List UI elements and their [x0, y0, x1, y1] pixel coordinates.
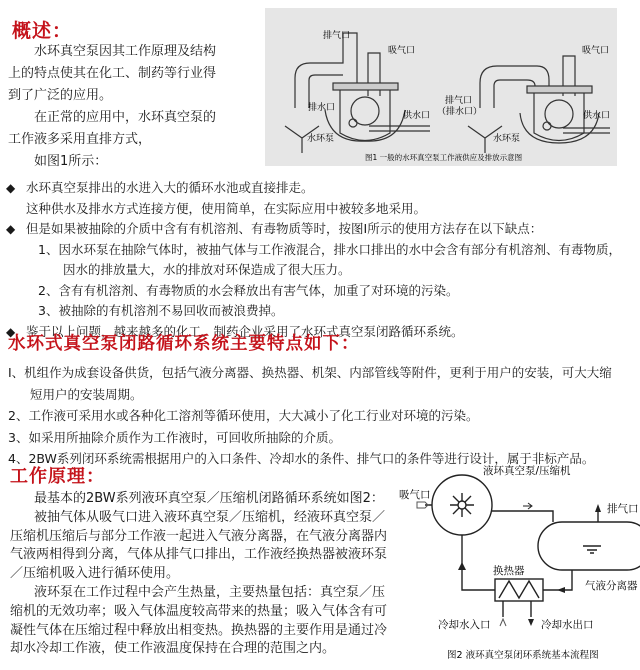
separator-label: 气液分离器 — [585, 580, 638, 592]
principle-line: 缩机的无效功率；吸入气体温度较高带来的热量；吸入气体含有可 — [10, 603, 388, 619]
principle-heading: 工作原理： — [10, 466, 105, 487]
principle-line: 压缩机压缩后与部分工作液一起进入气液分离器，在气液分离器内 — [10, 528, 388, 544]
list-item: 这种供水及排水方式连接方便，使用简单，在实际应用中被较多地采用。 — [26, 200, 427, 216]
features-list — [0, 362, 612, 470]
cooling-out-arrow-icon — [528, 619, 534, 626]
overview-heading: 概述： — [12, 20, 73, 42]
overview-line: 水环真空泵因其工作原理及结构 — [34, 44, 217, 59]
feature-item: 3、如采用所抽除介质作为工作液时，可回收所抽除的介质。 — [8, 429, 341, 445]
principle-line: 却水冷却工作液，使工作液温度保持在合理的范围之内。 — [10, 641, 336, 657]
pump-label: 液环真空泵/压缩机 — [483, 465, 571, 477]
principle-line: 最基本的2BW系列液环真空泵／压缩机闭路循环系统如图2： — [34, 491, 384, 506]
cooling-in-arrow-icon — [500, 619, 506, 626]
figure1-right-suction-label: 吸气口 — [582, 46, 610, 56]
principle-line: ／压缩机吸入进行循环使用。 — [10, 566, 180, 582]
figure1-left-drain-label: 排水口 — [308, 103, 336, 113]
overview-line: 工作液多采用直排方式， — [8, 132, 152, 147]
figure1-right-supply-label: 供水口 — [583, 111, 611, 121]
pump-circle — [432, 475, 492, 535]
figure1-left-pump-label: 水环泵 — [307, 134, 335, 144]
flow-arrow-icon — [458, 562, 466, 570]
exhaust-arrow-icon — [595, 504, 601, 512]
list-item: 2、含有有机溶剂、有毒物质的水会释放出有害气体，加重了对环境的污染。 — [38, 282, 459, 298]
figure1-right-pump-label: 水环泵 — [493, 134, 521, 144]
drawbacks-list — [0, 178, 621, 342]
principle-line: 液环泵在工作过程中会产生热量，主要热量包括：真空泵／压 — [34, 584, 386, 600]
cooling-out-label: 冷却水出口 — [541, 619, 594, 631]
list-item: 3、被抽除的有机溶剂不易回收而被浪费掉。 — [38, 303, 284, 318]
flow-arrow-icon — [523, 503, 532, 509]
exhaust-label: 排气口 — [607, 503, 639, 515]
figure1-diagram — [265, 8, 617, 166]
feature-item: 4、2BW系列闭环系统需根据用户的入口条件、冷却水的条件、排气口的条件等进行设计，属于非标产品。 — [8, 451, 595, 466]
principle-line: 气液两相得到分离，气体从排气口排出，工作液经换热器被液环泵 — [10, 547, 388, 563]
principle-line: 凝性气体在压缩过程中释放出相变热。换热器的主要作用是通过冷 — [10, 622, 388, 638]
overview-line: 如图1所示： — [34, 154, 108, 169]
figure1-left-supply-label: 供水口 — [403, 111, 431, 121]
overview-line: 到了广泛的应用。 — [8, 88, 113, 103]
list-item: ◆ 但是如果被抽除的介质中含有有机溶剂、有毒物质等时，按图I所示的使用方法存在以下缺点： — [0, 219, 621, 240]
figure1-right-exhaust-label: 排气口 — [445, 96, 473, 106]
figure1-right-drain-label: （排水口） — [437, 107, 483, 117]
impeller-icon — [450, 493, 474, 517]
feature-item-continuation: 短用户的安装周期。 — [30, 386, 143, 402]
list-item: ◆ 鉴于以上问题，越来越多的化工、制药企业采用了水环式真空泵闭路循环系统。 — [0, 322, 621, 343]
suction-label: 吸气口 — [399, 489, 431, 501]
principle-line: 被抽气体从吸气口进入液环真空泵／压缩机，经液环真空泵／ — [34, 509, 386, 525]
flow-arrow-icon — [557, 587, 565, 593]
feature-item: 2、工作液可采用水或各种化工溶剂等循环使用，大大减小了化工行业对环境的污染。 — [8, 408, 479, 423]
figure1-left-suction-label: 吸气口 — [388, 46, 416, 56]
figure1-caption: 图1 一般的水环真空泵工作液供应及排放示意图 — [365, 153, 523, 162]
overview-text — [8, 41, 216, 173]
list-item: ◆ 水环真空泵排出的水进入大的循环水池或直接排走。 — [0, 178, 621, 199]
overview-line: 在正常的应用中，水环真空泵的 — [34, 110, 217, 125]
overview-line: 上的特点使其在化工、制药等行业得 — [8, 66, 217, 81]
list-item: 因水的排放量大，水的排放对环保造成了很大压力。 — [63, 262, 351, 277]
figure2-flow-diagram — [395, 462, 640, 670]
list-item: 1、因水环泵在抽除气体时，被抽气体与工作液混合，排水口排出的水中会含有部分有机溶剂、有毒物质， — [38, 241, 621, 257]
figure1-left-exhaust-label: 排气口 — [323, 31, 351, 41]
heat-exchanger-label: 换热器 — [493, 565, 525, 577]
feature-item: I、机组作为成套设备供货，包括气液分离器、换热器、机架、内部管线等附件，更利于用户的安装，可大大缩 — [8, 365, 612, 380]
figure2-caption: 图2 液环真空泵闭环系统基本流程图 — [447, 650, 599, 661]
principle-text — [0, 490, 387, 659]
features-heading: 水环式真空泵闭路循环系统主要特点如下： — [8, 334, 360, 354]
cooling-in-label: 冷却水入口 — [438, 619, 491, 631]
